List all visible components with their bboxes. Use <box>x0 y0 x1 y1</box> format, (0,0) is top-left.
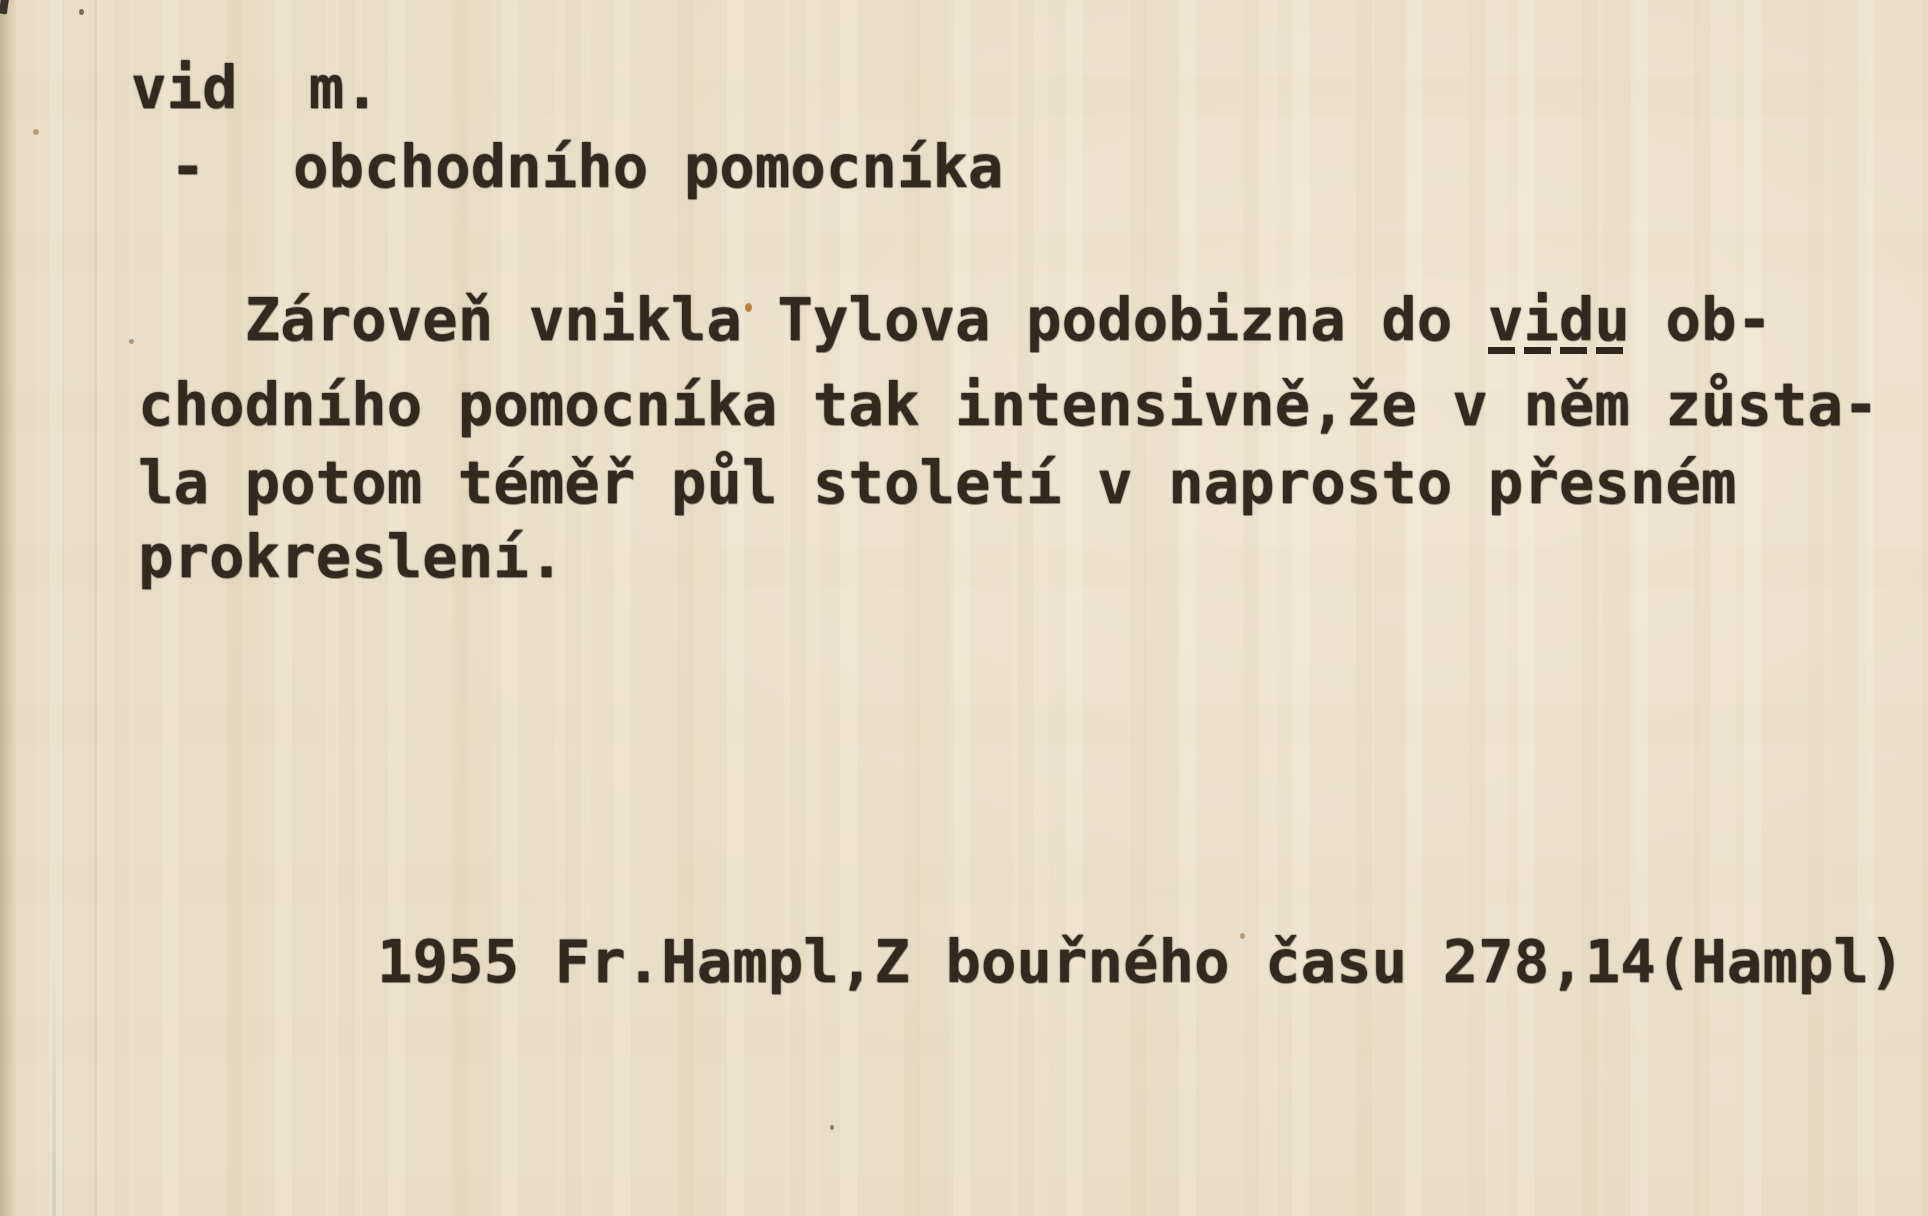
quote-line-4: prokreslení. <box>138 522 565 591</box>
sense-dash: - <box>170 132 206 201</box>
chain-line <box>62 0 65 1216</box>
sense-text: obchodního pomocníka <box>293 132 1004 201</box>
quote-line-2: chodního pomocníka tak intensivně,že v něm zůsta- <box>138 370 1879 439</box>
quote-line-1-pre: Zároveň vnikla Tylova podobizna do <box>138 285 1488 354</box>
quote-underlined-term: vidu <box>1487 285 1630 354</box>
chain-line <box>52 0 56 1216</box>
quote-line-3: la potom téměř půl století v naprosto přesném <box>138 448 1737 517</box>
citation-line: 1955 Fr.Hampl,Z bouřného času 278,14(Hampl) <box>377 927 1905 996</box>
chain-line <box>94 0 97 1216</box>
quote-line-1 <box>138 285 1772 354</box>
left-edge-shadow <box>0 0 16 1216</box>
quote-line-1-post: ob- <box>1629 285 1772 354</box>
paper-speck <box>79 9 84 15</box>
paper-speck <box>129 339 134 344</box>
paper-speck <box>33 129 39 135</box>
paper-speck <box>830 1125 834 1130</box>
headword-line: vid m. <box>131 53 380 122</box>
